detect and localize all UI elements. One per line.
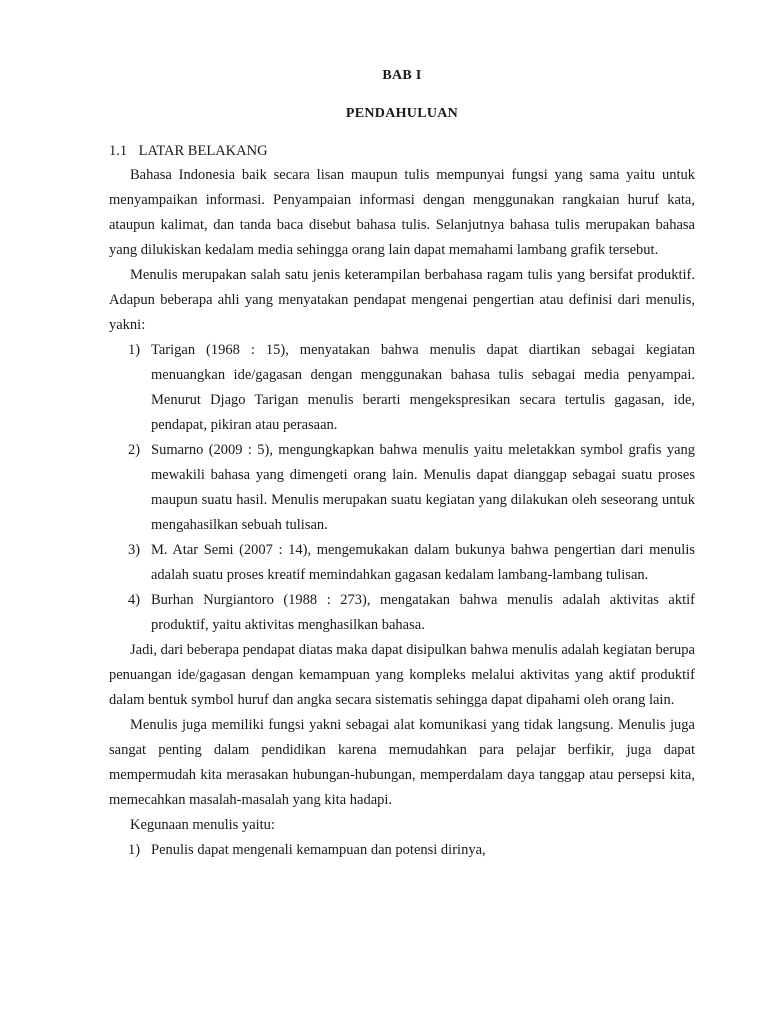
paragraph: Menulis juga memiliki fungsi yakni sebagai alat komunikasi yang tidak langsung. Menulis juga sangat penting dalam pendidikan karena memudahkan para pelajar berfikir, juga dapat mempermudah kita merasakan hubungan-hubungan, memperdalam daya tanggap atau persepsi kita, memecahkan masalah-masalah yang kita hadapi. <box>109 717 695 808</box>
list-item-text: Sumarno (2009 : 5), mengungkapkan bahwa menulis yaitu meletakkan symbol grafis yang mewakili bahasa yang dimengeti orang lain. Menulis dapat dianggap sebagai suatu proses maupun suatu hasil. Menulis merupakan suatu kegiatan yang dilakukan oleh seseorang untuk mengahasilkan sebuah tulisan. <box>151 442 695 533</box>
list-item-text: M. Atar Semi (2007 : 14), mengemukakan dalam bukunya bahwa pengertian dari menulis adalah suatu proses kreatif memindahkan gagasan kedalam lambang-lambang tulisan. <box>151 542 695 583</box>
paragraph: Menulis merupakan salah satu jenis keterampilan berbahasa ragam tulis yang bersifat produktif. Adapun beberapa ahli yang menyatakan pendapat mengenai pengertian atau definisi dari menulis, yakni: <box>109 267 695 333</box>
list-item-text: Tarigan (1968 : 15), menyatakan bahwa menulis dapat diartikan sebagai kegiatan menuangkan ide/gagasan dengan menggunakan bahasa tulis sebagai media penyampai. Menurut Djago Tarigan menulis berarti mengekspresikan secara tertulis gagasan, ide, pendapat, pikiran atau perasaan. <box>151 342 695 433</box>
chapter-title: PENDAHULUAN <box>345 106 459 121</box>
list-marker: 3) <box>128 542 141 558</box>
list-item-text: Burhan Nurgiantoro (1988 : 273), mengatakan bahwa menulis adalah aktivitas aktif produktif, yaitu aktivitas menghasilkan bahasa. <box>151 592 695 633</box>
section-number: 1.1 <box>109 143 128 159</box>
paragraph: Bahasa Indonesia baik secara lisan maupun tulis mempunyai fungsi yang sama yaitu untuk menyampaikan informasi. Penyampaian informasi dengan menggunakan rangkaian huruf kata, ataupun kalimat, dan tanda baca disebut bahasa tulis. Selanjutnya bahasa tulis merupakan bahasa yang dilukiskan kedalam media sehingga orang lain dapat memahami lambang grafik tersebut. <box>109 167 695 258</box>
list-item <box>109 438 695 538</box>
list-item <box>109 838 695 863</box>
list-marker: 1) <box>128 842 141 858</box>
list-item <box>109 538 695 588</box>
paragraph: Kegunaan menulis yaitu: <box>130 817 275 833</box>
list-item <box>109 338 695 438</box>
uses-list <box>109 838 695 863</box>
section-title: LATAR BELAKANG <box>138 143 268 159</box>
list-marker: 2) <box>128 442 141 458</box>
section-heading <box>109 143 268 160</box>
document-body <box>109 163 695 863</box>
definition-list <box>109 338 695 638</box>
paragraph: Jadi, dari beberapa pendapat diatas maka dapat disipulkan bahwa menulis adalah kegiatan berupa penuangan ide/gagasan dengan kemampuan yang kompleks melalui aktivitas yang aktif produktif dalam bentuk symbol huruf dan angka secara sistematis sehingga dapat dipahami oleh orang lain. <box>109 642 695 708</box>
list-item <box>109 588 695 638</box>
list-item-text: Penulis dapat mengenali kemampuan dan potensi dirinya, <box>151 842 486 858</box>
list-marker: 1) <box>128 342 141 358</box>
list-marker: 4) <box>128 592 141 608</box>
chapter-number: BAB I <box>382 68 422 83</box>
